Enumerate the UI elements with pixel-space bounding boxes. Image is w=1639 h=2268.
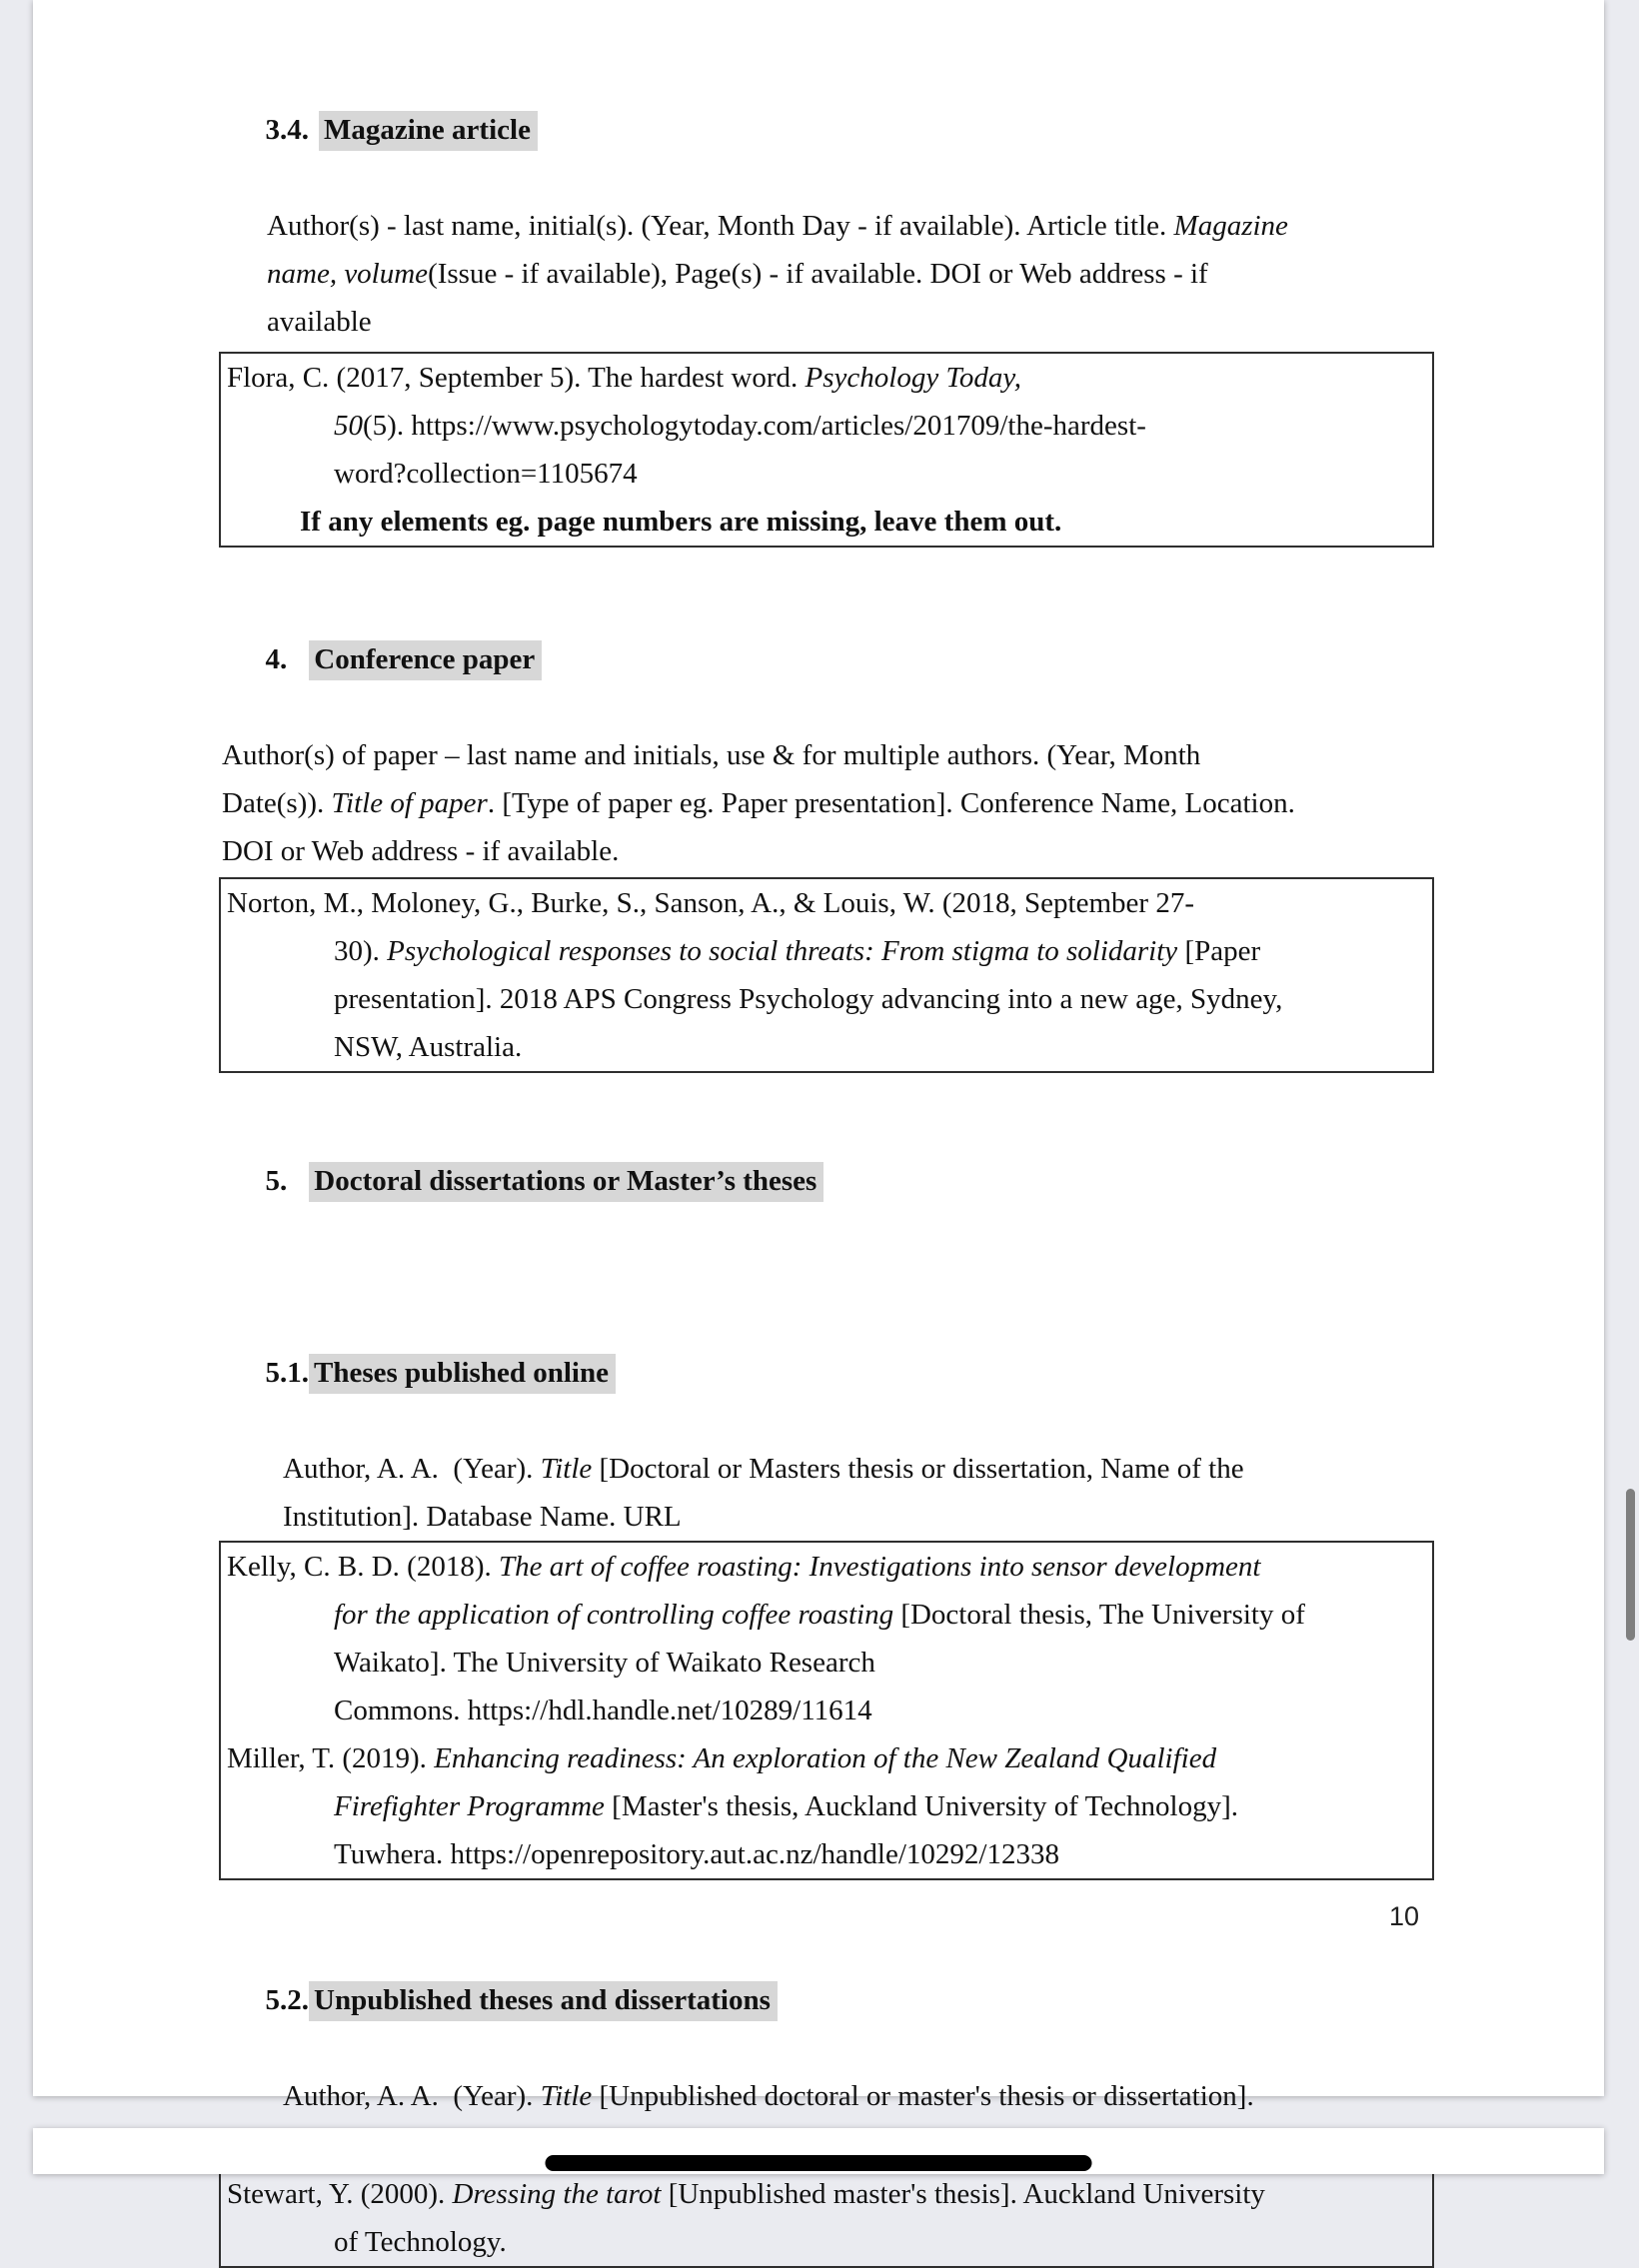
section-heading-5 xyxy=(222,1109,1419,1253)
reference-line: Miller, T. (2019). Enhancing readiness: An exploration of the New Zealand Qualified xyxy=(227,1742,1217,1774)
reference-line: Firefighter Programme [Master's thesis, Auckland University of Technology]. xyxy=(334,1790,1239,1822)
page-content xyxy=(33,0,1604,2268)
reference-line: Norton, M., Moloney, G., Burke, S., Sanson, A., & Louis, W. (2018, September 27- xyxy=(227,887,1194,919)
page-number: 10 xyxy=(1388,1901,1419,1931)
format-description-line: name, volume(Issue - if available), Page(s) - if available. DOI or Web address - if xyxy=(267,258,1208,290)
reference-line: 50(5). https://www.psychologytoday.com/articles/201709/the-hardest- xyxy=(334,410,1146,442)
reference-line: Flora, C. (2017, September 5). The hardest word. Psychology Today, xyxy=(227,362,1021,394)
section-title-highlighted: Conference paper xyxy=(309,640,542,680)
format-description-line: Author, A. A. (Year). Title [Doctoral or Masters thesis or dissertation, Name of the xyxy=(283,1453,1244,1485)
section-number: 5.2. xyxy=(265,1984,309,2016)
format-description-line: DOI or Web address - if available. xyxy=(222,835,620,867)
reference-line: Commons. https://hdl.handle.net/10289/11614 xyxy=(334,1695,872,1726)
section-number: 5. xyxy=(265,1165,288,1197)
section-heading-5-2 xyxy=(222,1928,1419,2072)
format-description-line: Author(s) of paper – last name and initials, use & for multiple authors. (Year, Month xyxy=(222,739,1201,771)
example-box-unpublished xyxy=(219,2168,1434,2268)
reference-line: Stewart, Y. (2000). Dressing the tarot [Unpublished master's thesis]. Auckland University xyxy=(227,2178,1265,2210)
example-box-conference xyxy=(219,877,1434,1073)
reference-line: 30). Psychological responses to social threats: From stigma to solidarity [Paper xyxy=(334,935,1261,967)
format-description-line: available xyxy=(267,306,372,338)
format-description-line: Institution]. Database Name. URL xyxy=(283,1501,682,1533)
reference-line: Waikato]. The University of Waikato Research xyxy=(334,1647,875,1679)
scrollbar-thumb[interactable] xyxy=(1626,1489,1635,1641)
reference-line: Kelly, C. B. D. (2018). The art of coffee roasting: Investigations into sensor development xyxy=(227,1551,1261,1583)
reference-line: NSW, Australia. xyxy=(334,1031,523,1063)
reference-line: Tuwhera. https://openrepository.aut.ac.nz/handle/10292/12338 xyxy=(334,1838,1059,1870)
section-number: 5.1. xyxy=(265,1357,309,1389)
format-description-line: Date(s)). Title of paper. [Type of paper eg. Paper presentation]. Conference Name, Location. xyxy=(222,787,1295,819)
example-box-magazine xyxy=(219,352,1434,548)
format-description-line: Author, A. A. (Year). Title [Unpublished doctoral or master's thesis or dissertation]. xyxy=(283,2080,1254,2112)
home-indicator-bar[interactable] xyxy=(546,2155,1092,2171)
reference-line: of Technology. xyxy=(334,2226,507,2258)
reference-note-line: If any elements eg. page numbers are missing, leave them out. xyxy=(300,506,1062,538)
section-number: 3.4. xyxy=(265,114,309,146)
reference-line: for the application of controlling coffee roasting [Doctoral thesis, The University of xyxy=(334,1599,1305,1631)
section-number: 4. xyxy=(265,643,288,675)
section-heading-5-1 xyxy=(222,1301,1419,1445)
example-box-theses-online xyxy=(219,1541,1434,1880)
section-title-highlighted: Doctoral dissertations or Master’s theses xyxy=(309,1162,823,1202)
reference-line: word?collection=1105674 xyxy=(334,458,638,490)
section-title-highlighted: Theses published online xyxy=(309,1354,616,1394)
section-title-highlighted: Unpublished theses and dissertations xyxy=(309,1981,778,2021)
section-heading-4 xyxy=(222,587,1419,731)
section-heading-3-4 xyxy=(222,58,1419,202)
next-document-page xyxy=(33,2128,1604,2174)
document-page xyxy=(33,0,1604,2258)
format-description-line: Author(s) - last name, initial(s). (Year, Month Day - if available). Article title. Magazine xyxy=(267,210,1288,242)
section-title-highlighted: Magazine article xyxy=(319,111,538,151)
reference-line: presentation]. 2018 APS Congress Psychology advancing into a new age, Sydney, xyxy=(334,983,1283,1015)
